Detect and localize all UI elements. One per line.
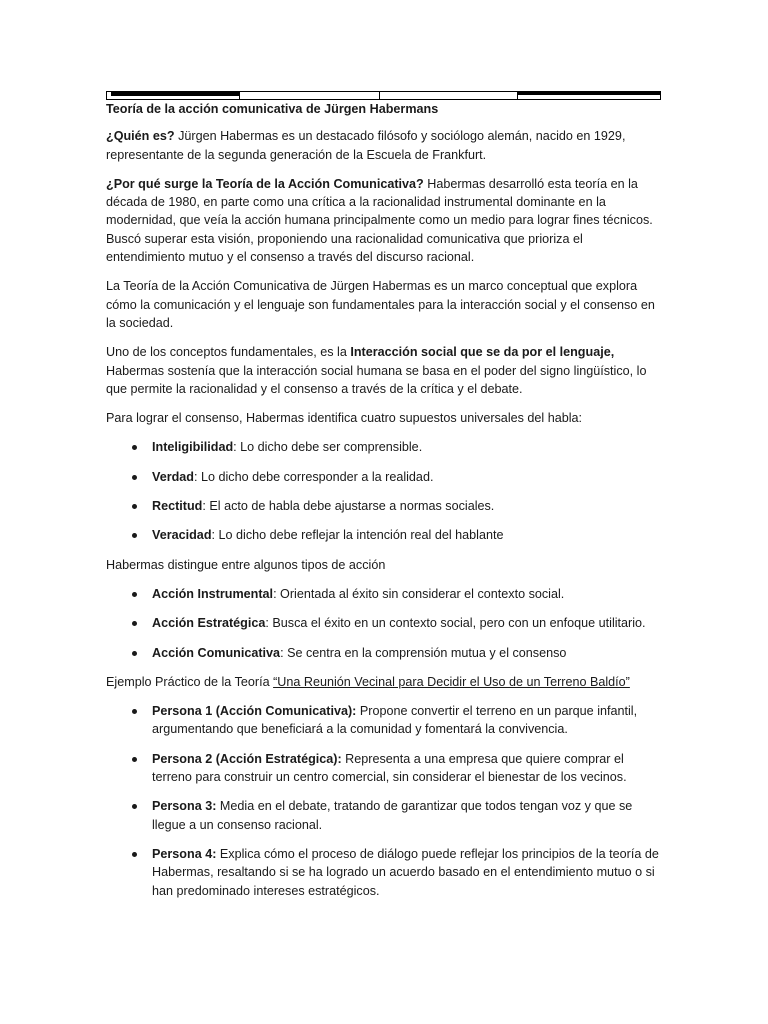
paragraph-quien-es <box>106 127 662 164</box>
list-item <box>152 797 662 834</box>
document-body <box>106 100 662 911</box>
list-item <box>152 614 662 632</box>
paragraph-conceptos <box>106 343 662 398</box>
list-item-text: Representa a una empresa que quiere comprar el terreno para construir un centro comercial, sin considerar el bienestar de los vecinos. <box>152 751 627 785</box>
header-table-cell <box>240 92 380 99</box>
list-item-term: Persona 3: <box>152 799 217 814</box>
list-item <box>152 702 662 739</box>
list-item-term: Persona 4: <box>152 846 217 861</box>
header-table <box>106 91 661 100</box>
paragraph-bold-lead: ¿Quién es? <box>106 129 175 144</box>
example-title-link[interactable]: “Una Reunión Vecinal para Decidir el Uso de un Terreno Baldío” <box>273 674 630 689</box>
list-item <box>152 468 662 486</box>
list-supuestos <box>106 438 662 544</box>
paragraph-ejemplo <box>106 673 662 691</box>
paragraph-marco-conceptual: La Teoría de la Acción Comunicativa de Jürgen Habermas es un marco conceptual que explora cómo la comunicación y el lenguaje son fundamentales para la interacción social y el consenso en la sociedad. <box>106 279 655 330</box>
list-item-text: Media en el debate, tratando de garantizar que todos tengan voz y que se llegue a un consenso racional. <box>152 799 633 832</box>
paragraph-text: Ejemplo Práctico de la Teoría <box>106 674 274 689</box>
document-title: Teoría de la acción comunicativa de Jürgen Habermans <box>106 102 439 116</box>
header-table-cell <box>518 92 660 99</box>
list-item-term: Rectitud <box>152 499 203 514</box>
list-personas <box>106 702 662 900</box>
list-item-term: Acción Comunicativa <box>152 645 281 660</box>
paragraph-bold-lead: ¿Por qué surge la Teoría de la Acción Comunicativa? <box>106 176 424 191</box>
paragraph-text: Jürgen Habermas es un destacado filósofo y sociólogo alemán, nacido en 1929, representante de la segunda generación de la Escuela de Frankfurt. <box>106 129 626 162</box>
list-item <box>152 750 662 787</box>
list-item <box>152 526 662 544</box>
list-item-term: Inteligibilidad <box>152 440 234 455</box>
paragraph-text: Uno de los conceptos fundamentales, es la <box>106 345 351 360</box>
list-tipos-accion <box>106 585 662 662</box>
header-table-cell <box>380 92 518 99</box>
list-item <box>152 845 662 900</box>
paragraph-text: Habermas sostenía que la interacción social humana se basa en el poder del signo lingüístico, lo que permite la racionalidad y el consenso a través de la crítica y el debate. <box>106 363 647 396</box>
list-item-text: : Lo dicho debe reflejar la intención real del hablante <box>211 528 504 543</box>
list-item-text: : Lo dicho debe ser comprensible. <box>233 440 423 455</box>
list-item <box>152 438 662 456</box>
list-item-term: Persona 1 (Acción Comunicativa): <box>152 704 357 719</box>
paragraph-text: Habermas desarrolló esta teoría en la década de 1980, en parte como una crítica a la racionalidad instrumental dominante en la modernidad, que veía la acción humana principalmente como un medio para lograr fines técnicos. Buscó superar esta visión, proponiendo una racionalidad comunicativa que prioriza el entendimiento mutuo y el consenso a través del discurso racional. <box>106 176 653 265</box>
list-item-text: : El acto de habla debe ajustarse a normas sociales. <box>202 499 495 514</box>
list-item <box>152 497 662 515</box>
list-item-text: Propone convertir el terreno en un parque infantil, argumentando que beneficiará a la comunidad y fomentará la convivencia. <box>152 704 638 737</box>
list-item-term: Acción Estratégica <box>152 616 266 631</box>
list-item-text: : Busca el éxito en un contexto social, pero con un enfoque utilitario. <box>265 616 646 631</box>
list-item-text: : Se centra en la comprensión mutua y el consenso <box>280 645 567 660</box>
list-item-term: Veracidad <box>152 528 212 543</box>
list-item-term: Persona 2 (Acción Estratégica): <box>152 751 342 766</box>
paragraph-bold: Interacción social que se da por el lenguaje, <box>350 345 615 360</box>
header-table-cell <box>107 92 240 99</box>
list-item <box>152 585 662 603</box>
paragraph-tipos-accion-intro: Habermas distingue entre algunos tipos de acción <box>106 557 386 572</box>
paragraph-por-que-surge <box>106 175 662 266</box>
list-item-text: : Lo dicho debe corresponder a la realidad. <box>194 469 434 484</box>
paragraph-supuestos-intro: Para lograr el consenso, Habermas identifica cuatro supuestos universales del habla: <box>106 411 583 426</box>
list-item <box>152 644 662 662</box>
list-item-text: Explica cómo el proceso de diálogo puede reflejar los principios de la teoría de Habermas, resaltando si se ha logrado un acuerdo basado en el entendimiento mutuo o si han predominado intereses estratégicos. <box>152 846 659 898</box>
list-item-term: Acción Instrumental <box>152 586 274 601</box>
list-item-term: Verdad <box>152 469 194 484</box>
list-item-text: : Orientada al éxito sin considerar el contexto social. <box>273 586 565 601</box>
